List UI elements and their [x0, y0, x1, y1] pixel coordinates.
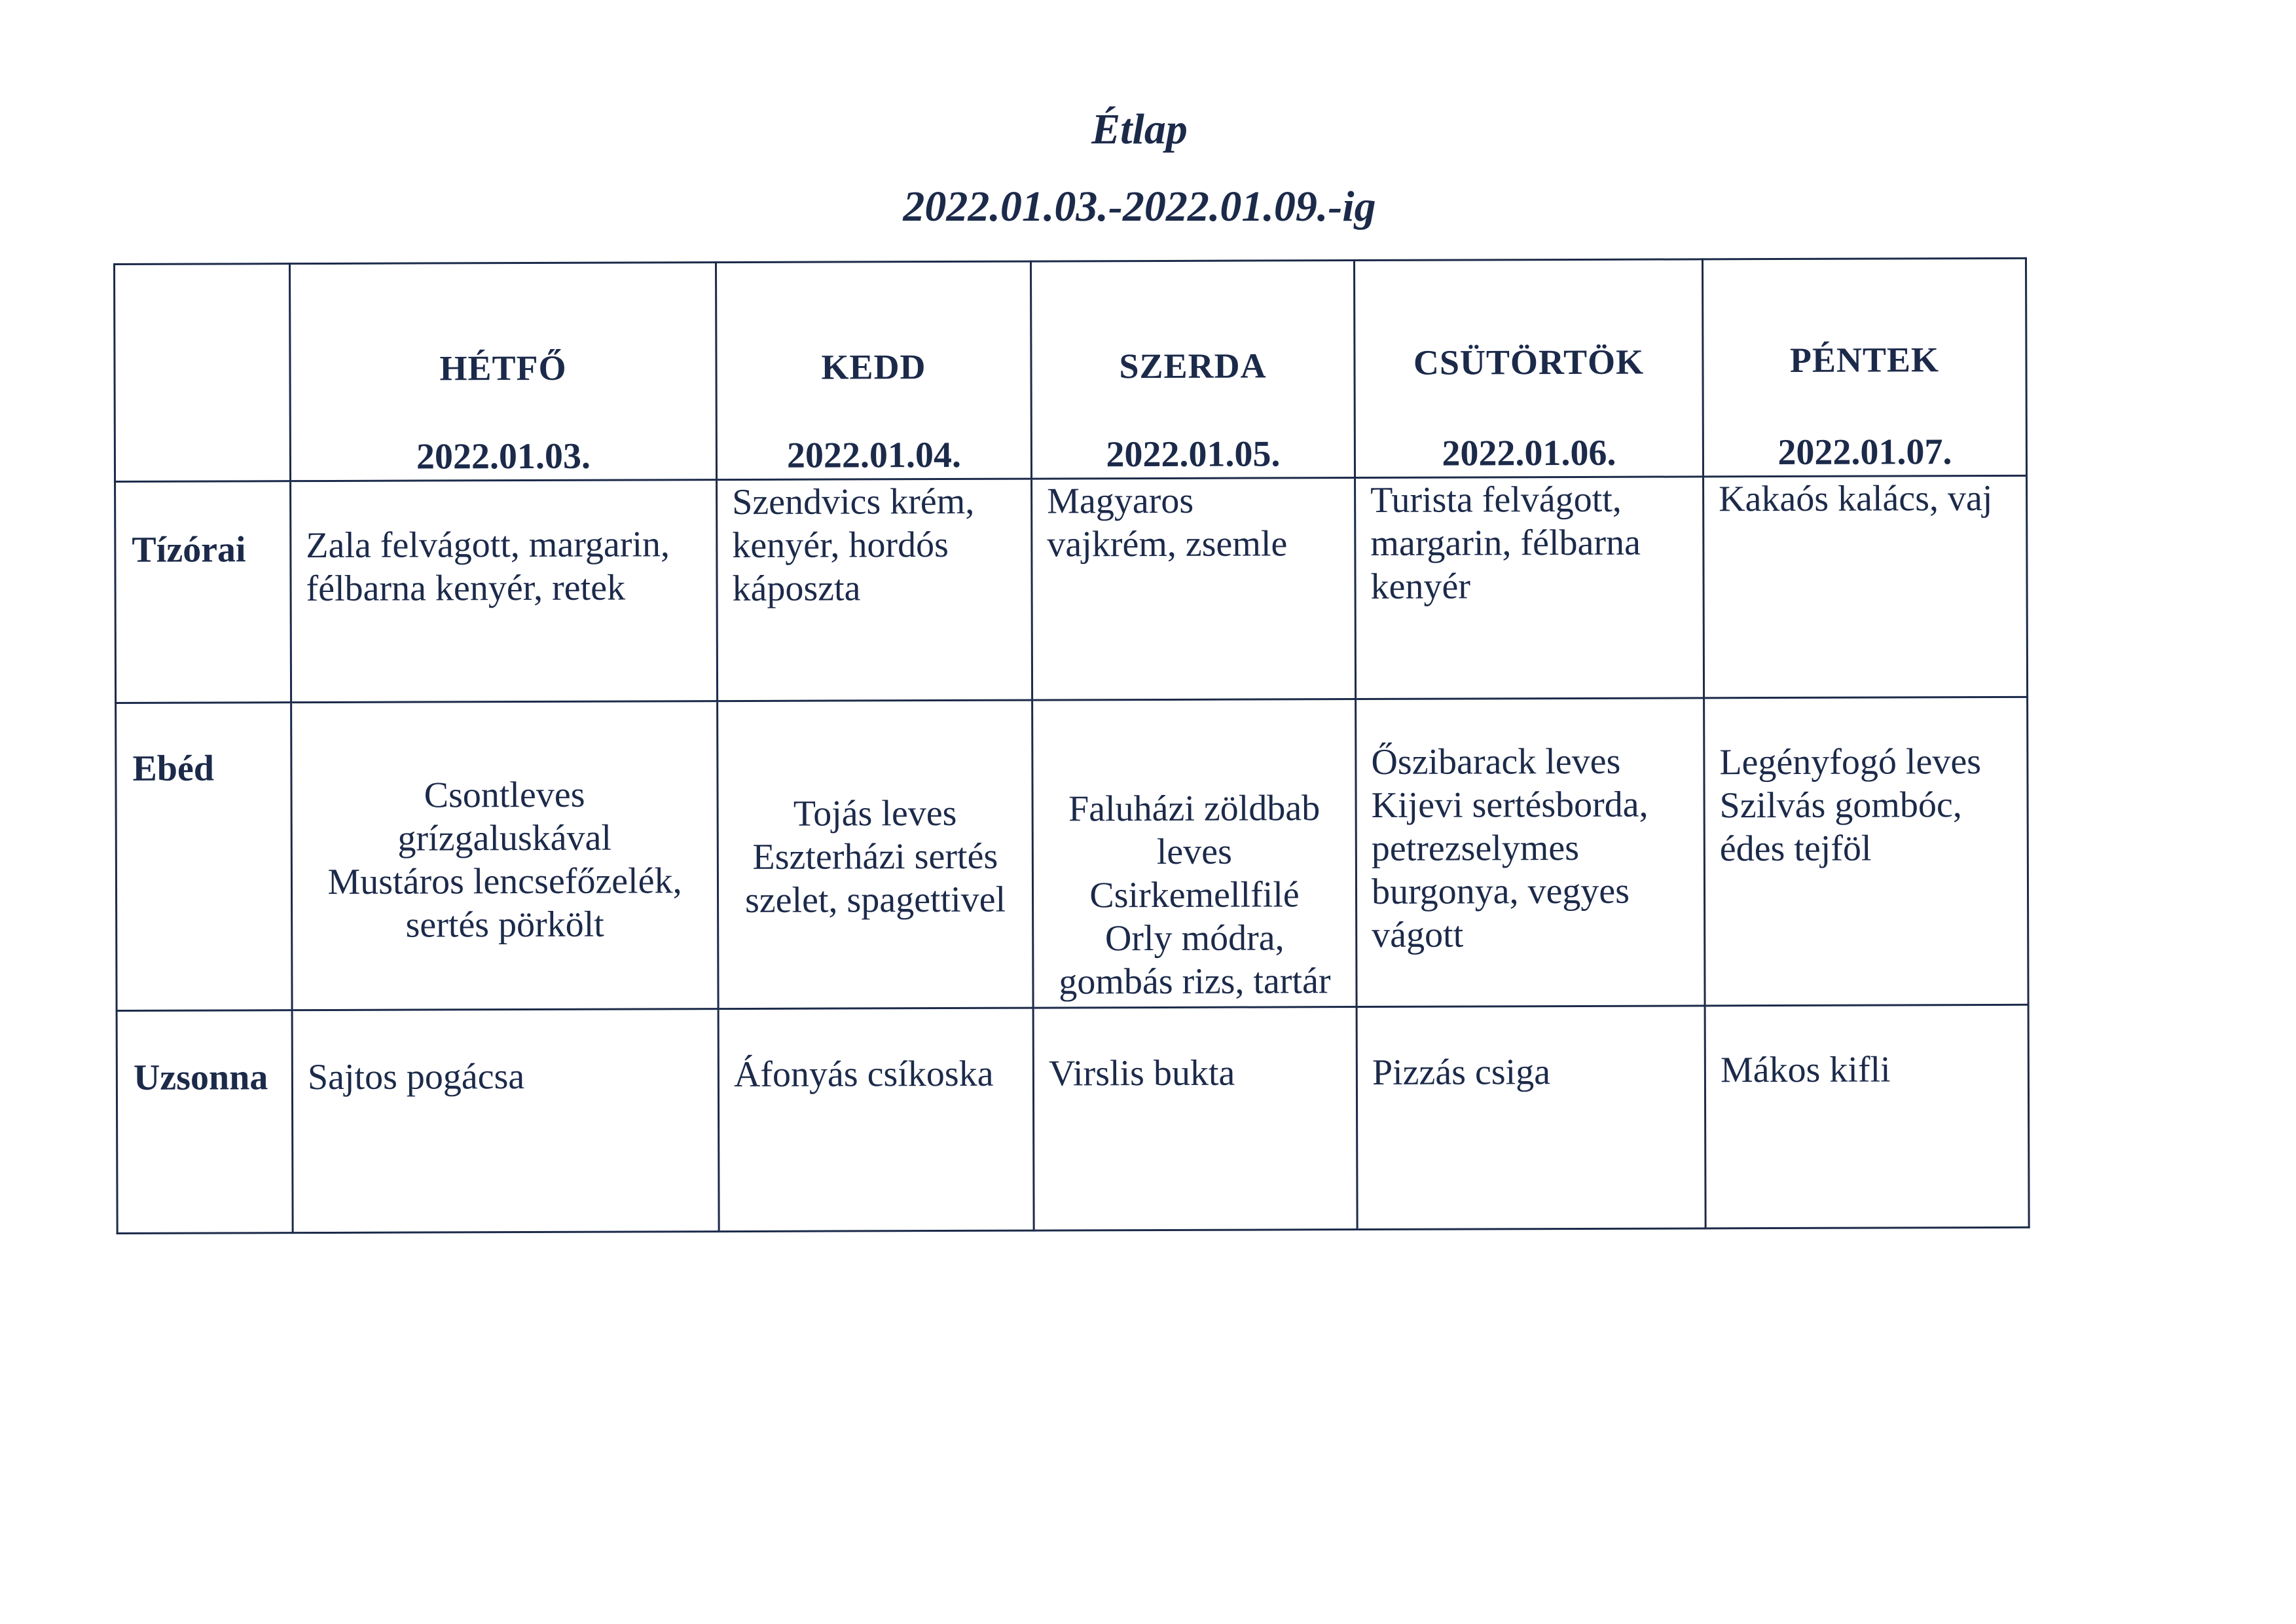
menu-item-text: Faluházi zöldbab leves Csirkemellfilé Orly módra, gombás rizs, tartár	[1059, 788, 1331, 1003]
day-date: 2022.01.05.	[1106, 434, 1281, 475]
page-title: Étlap	[1091, 105, 1188, 153]
menu-cell-tuesday	[717, 479, 1032, 701]
day-name: KEDD	[821, 347, 926, 387]
table-header-row	[115, 258, 2027, 481]
day-name: PÉNTEK	[1789, 340, 1940, 380]
menu-cell-friday	[1704, 475, 2028, 698]
row-label	[117, 1010, 293, 1234]
day-date: 2022.01.04.	[786, 434, 962, 476]
day-header-friday	[1702, 258, 2026, 477]
menu-item-text: Őszibarack leves Kijevi sertésborda, petrezselymes burgonya, vegyes vágott	[1371, 741, 1649, 955]
menu-cell-thursday	[1356, 698, 1705, 1007]
date-range-subtitle: 2022.01.03.-2022.01.09.-ig	[903, 183, 1376, 231]
menu-cell-tuesday	[718, 1008, 1034, 1232]
day-header-tuesday	[716, 261, 1032, 480]
row-label	[115, 481, 291, 703]
menu-item-text: Csontleves grízgaluskával Mustáros lencsefőzelék, sertés pörkölt	[327, 774, 682, 946]
day-header-thursday	[1354, 259, 1703, 478]
day-date: 2022.01.03.	[416, 435, 591, 477]
menu-cell-friday	[1705, 1005, 2029, 1228]
row-label-text: Tízórai	[132, 529, 246, 570]
menu-cell-thursday	[1355, 477, 1704, 699]
day-name: CSÜTÖRTÖK	[1413, 342, 1645, 382]
corner-cell	[115, 264, 291, 482]
menu-cell-wednesday	[1032, 478, 1356, 701]
menu-cell-monday	[292, 1009, 719, 1233]
menu-item-text: Magyaros vajkrém, zsemle	[1047, 480, 1288, 565]
menu-item-text: Virslis bukta	[1048, 1052, 1235, 1094]
row-label-text: Ebéd	[132, 748, 215, 789]
day-header-wednesday	[1030, 261, 1355, 479]
menu-cell-monday	[291, 701, 718, 1010]
menu-item-text: Zala felvágott, margarin, félbarna kenyér, retek	[306, 524, 670, 610]
menu-item-text: Mákos kifli	[1720, 1049, 1891, 1091]
menu-item-text: Szendvics krém, kenyér, hordós káposzta	[732, 481, 975, 610]
menu-item-text: Turista felvágott, margarin, félbarna kenyér	[1370, 479, 1641, 607]
menu-cell-wednesday	[1033, 1007, 1357, 1231]
menu-cell-wednesday	[1032, 699, 1357, 1008]
weekly-menu-table	[113, 257, 2030, 1234]
menu-cell-friday	[1704, 697, 2028, 1006]
day-name: SZERDA	[1119, 346, 1267, 386]
day-date: 2022.01.07.	[1777, 432, 1952, 473]
day-date: 2022.01.06.	[1442, 432, 1616, 474]
menu-item-text: Pizzás csiga	[1372, 1052, 1551, 1093]
menu-item-text: Áfonyás csíkoska	[733, 1053, 994, 1096]
table-row-uzsonna	[117, 1005, 2029, 1233]
menu-cell-thursday	[1357, 1006, 1705, 1230]
row-label-text: Uzsonna	[133, 1057, 268, 1098]
menu-cell-tuesday	[718, 700, 1033, 1009]
day-header-monday	[290, 263, 717, 481]
day-name: HÉTFŐ	[439, 348, 567, 388]
menu-item-text: Tojás leves Eszterházi sertés szelet, spagettivel	[744, 792, 1006, 921]
menu-item-text: Kakaós kalács, vaj	[1719, 477, 1993, 520]
table-row-ebed	[116, 697, 2028, 1010]
menu-item-text: Sajtos pogácsa	[307, 1056, 525, 1098]
menu-item-text: Legényfogó leves Szilvás gombóc, édes tejföl	[1719, 741, 1982, 870]
table-row-tizorai	[115, 475, 2028, 703]
menu-cell-monday	[291, 480, 718, 703]
row-label	[116, 703, 292, 1011]
